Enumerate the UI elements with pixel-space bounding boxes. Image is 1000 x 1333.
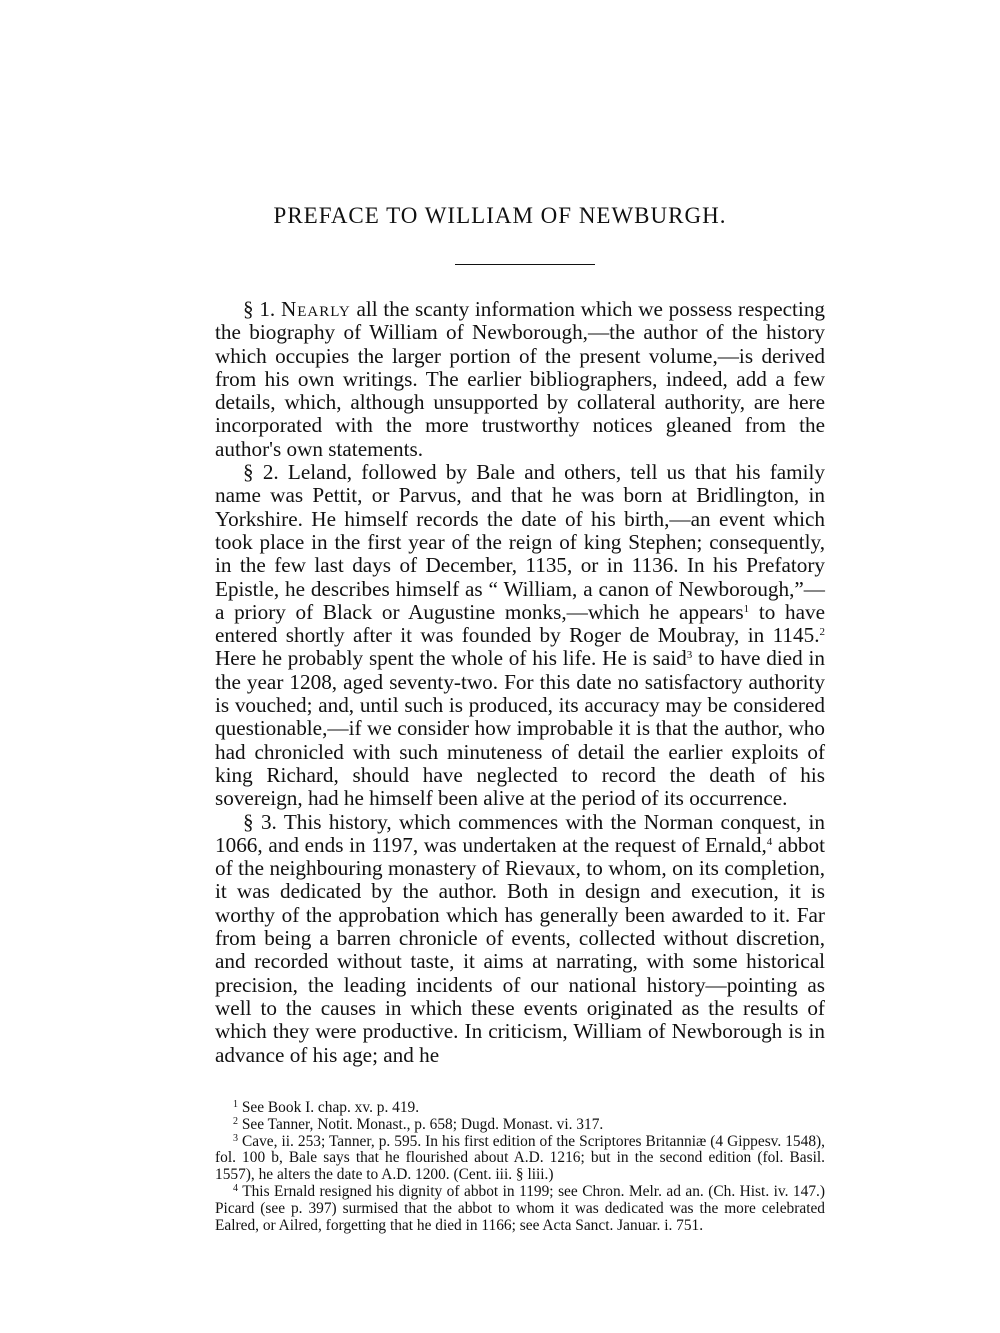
paragraph-1: [215, 298, 825, 461]
paragraph-2: [215, 461, 825, 810]
paragraph-text: Here he probably spent the whole of his life. He is said: [215, 646, 687, 671]
paragraph-text: abbot of the neighbouring monastery of Rievaux, to whom, on its completion, it was dedicated by the author. Both in design and execution, it is worthy of the approbation which has generally been awarded to it. Far from being a barren chronicle of events, collected without discretion, and recorded without taste, it aims at narrating, with some historical precision, the leading incidents of our national history—pointing as well to the causes in which these events originated as the results of which they were productive. In criticism, William of Newborough is in advance of his age; and he: [215, 832, 825, 1067]
footnote-ref: 2: [819, 626, 825, 639]
footnotes: [215, 1100, 825, 1234]
footnote-ref: 4: [766, 835, 773, 848]
footnote: [215, 1184, 825, 1234]
footnote-ref: 1: [743, 602, 750, 615]
footnote-text: See Tanner, Notit. Monast., p. 658; Dugd. Monast. vi. 317.: [238, 1115, 604, 1133]
footnote-text: This Ernald resigned his dignity of abbot in 1199; see Chron. Melr. ad an. (Ch. Hist. iv. 147.) Picard (see p. 397) surmised that the abbot to whom it was dedicated was the more celebrated Ealred, or Ailred, forgetting that he died in 1166; see Acta Sanct. Januar. i. 751.: [215, 1182, 825, 1234]
footnote: [215, 1117, 825, 1134]
page-title: PREFACE TO WILLIAM OF NEWBURGH.: [273, 203, 727, 228]
footnote: [215, 1100, 825, 1117]
paragraph-text: § 3. This history, which commences with the Norman conquest, in 1066, and ends in 1197, was undertaken at the request of Ernald,: [215, 809, 825, 857]
footnote-mark: 4: [233, 1182, 238, 1194]
paragraph-text: § 2. Leland, followed by Bale and others, tell us that his family name was Pettit, or Parvus, and that he was born at Bridlington, in Yorkshire. He himself records the date of his birth,—an event which took place in the first year of the reign of king Stephen; consequently, in the few last days of December, 1135, or in 1136. In his Prefatory Epistle, he describes himself as “ William, a canon of Newborough,”—a priory of Black or Augustine monks,—which he appears: [215, 460, 825, 624]
footnote-mark: 2: [233, 1115, 238, 1127]
paragraph-text: all the scanty information which we possess respecting the biography of William of Newborough,—the author of the history which occupies the larger portion of the present volume,—is derived from his own writings. The earlier bibliographers, indeed, add a few details, which, although unsupported by collateral authority, are here incorporated with the more trustworthy notices gleaned from the author's own statements.: [215, 297, 826, 461]
main-text: [215, 298, 825, 1067]
footnote-ref: 3: [686, 649, 693, 662]
drop-word: Nearly: [280, 297, 351, 321]
title-rule: [455, 264, 595, 265]
footnote-text: See Book I. chap. xv. p. 419.: [238, 1099, 420, 1116]
footnote-mark: 3: [233, 1132, 238, 1144]
footnote-text: Cave, ii. 253; Tanner, p. 595. In his first edition of the Scriptores Britanniæ (4 Gippesv. 1548), fol. 100 b, Bale says that he flourished about A.D. 1216; but in the second edition (fol. Basil. 1557), he alters the date to A.D. 1200. (Cent. iii. § liii.): [215, 1132, 825, 1184]
paragraph-text: to have died in the year 1208, aged seventy-two. For this date no satisfactory authority is vouched; and, until such is produced, its accuracy may be considered questionable,—if we consider how improbable it is that the author, who had chronicled with such minuteness of detail the earlier exploits of king Richard, should have neglected to record the death of his sovereign, had he himself been alive at the period of its occurrence.: [215, 646, 825, 811]
paragraph-text: to have entered shortly after it was founded by Roger de Moubray, in 1145.: [215, 599, 825, 648]
paragraph-3: [215, 811, 825, 1067]
section-mark: § 1.: [243, 297, 281, 321]
footnote-mark: 1: [233, 1099, 238, 1110]
footnote: [215, 1134, 825, 1184]
